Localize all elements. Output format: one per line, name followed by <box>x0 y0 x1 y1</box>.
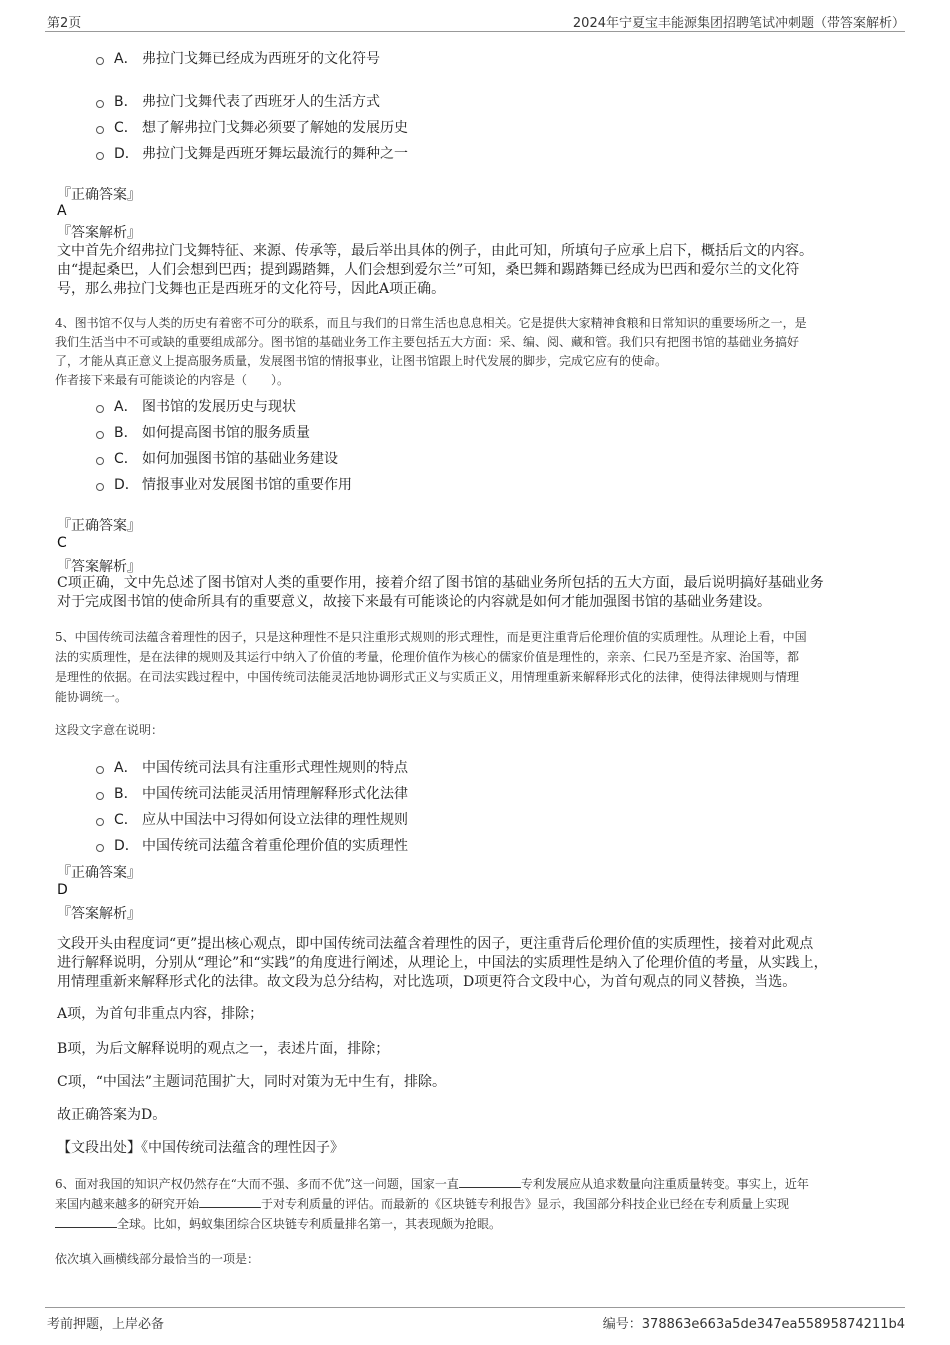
analysis-line: 号，那么弗拉门戈舞也正是西班牙的文化符号，因此A项正确。 <box>57 281 446 297</box>
q6-stem <box>55 1174 900 1234</box>
stem-line <box>55 1174 900 1194</box>
stem-prompt: 作者接下来最有可能谈论的内容是（ ）。 <box>55 373 290 387</box>
q5-option-b[interactable] <box>96 783 408 803</box>
q4-analysis-label: 『答案解析』 <box>57 559 141 575</box>
option-letter: B． <box>114 94 138 110</box>
stem-line: 法的实质理性，是在法律的规则及其运行中纳入了价值的考量，伦理价值作为核心的儒家价值是理性的，亲亲、仁民乃至是齐家、治国等，都 <box>55 650 800 664</box>
stem-text: 全球。比如，蚂蚁集团综合区块链专利质量排名第一，其表现颇为抢眼。 <box>117 1217 502 1231</box>
q5-note-b: B项，为后文解释说明的观点之一，表述片面，排除； <box>57 1041 390 1057</box>
option-text: 应从中国法中习得如何设立法律的理性规则 <box>142 812 408 828</box>
option-letter: B． <box>114 425 138 441</box>
option-letter: A． <box>114 760 138 776</box>
fill-blank <box>55 1215 117 1228</box>
source-title: 《中国传统司法蕴含的理性因子》 <box>141 1140 344 1156</box>
radio-icon[interactable] <box>96 57 104 65</box>
radio-icon[interactable] <box>96 483 104 491</box>
analysis-line: C项正确，文中先总述了图书馆对人类的重要作用，接着介绍了图书馆的基础业务所包括的五大方面，最后说明搞好基础业务 <box>57 575 824 591</box>
q6-prompt: 依次填入画横线部分最恰当的一项是： <box>55 1252 260 1266</box>
q3-answer: A <box>57 203 67 219</box>
q5-answer: D <box>57 882 68 898</box>
q4-option-c[interactable] <box>96 448 338 468</box>
radio-icon[interactable] <box>96 818 104 826</box>
option-letter: C． <box>114 451 138 467</box>
analysis-line: 对于完成图书馆的使命所具有的重要意义，故接下来最有可能谈论的内容就是如何才能加强图书馆的基础业务建设。 <box>57 594 771 610</box>
q3-analysis <box>57 242 897 299</box>
q4-answer-label: 『正确答案』 <box>57 518 141 534</box>
analysis-line: 用情理重新来解释形式化的法律。故文段为总分结构，对比选项，D项更符合文段中心，为首句观点的同义替换，当选。 <box>57 974 797 990</box>
fill-blank <box>199 1195 261 1208</box>
stem-line: 能协调统一。 <box>55 690 128 704</box>
stem-line: 4、图书馆不仅与人类的历史有着密不可分的联系，而且与我们的日常生活也息息相关。它是提供大家精神食粮和日常知识的重要场所之一，是 <box>55 316 807 330</box>
radio-icon[interactable] <box>96 844 104 852</box>
option-text: 图书馆的发展历史与现状 <box>142 399 296 415</box>
q5-source <box>57 1139 897 1158</box>
option-text: 情报事业对发展图书馆的重要作用 <box>142 477 352 493</box>
stem-line: 5、中国传统司法蕴含着理性的因子，只是这种理性不是只注重形式规则的形式理性，而是更注重背后伦理价值的实质理性。从理论上看，中国 <box>55 630 807 644</box>
q5-prompt: 这段文字意在说明： <box>55 723 164 737</box>
option-letter: D． <box>114 146 139 162</box>
stem-line <box>55 1214 900 1234</box>
option-text: 如何提高图书馆的服务质量 <box>142 425 310 441</box>
source-label: 【文段出处】 <box>57 1140 141 1156</box>
analysis-line: 文中首先介绍弗拉门戈舞特征、来源、传承等，最后举出具体的例子，由此可知，所填句子应承上启下，概括后文的内容。 <box>57 243 813 259</box>
code-value: 378863e663a5de347ea55895874211b4 <box>641 1317 905 1332</box>
option-text: 中国传统司法能灵活用情理解释形式化法律 <box>142 786 408 802</box>
q4-analysis <box>57 574 897 612</box>
stem-line: 是理性的依据。在司法实践过程中，中国传统司法能灵活地协调形式正义与实质正义，用情理重新来解释形式化的法律，使得法律规则与情理 <box>55 670 800 684</box>
q5-analysis-label: 『答案解析』 <box>57 906 141 922</box>
option-letter: D． <box>114 838 139 854</box>
q5-option-d[interactable] <box>96 835 408 855</box>
analysis-line: 由“提起桑巴，人们会想到巴西；提到踢踏舞，人们会想到爱尔兰”可知，桑巴舞和踢踏舞已经成为巴西和爱尔兰的文化符 <box>57 262 800 278</box>
q3-option-b[interactable] <box>96 91 380 111</box>
option-letter: C． <box>114 812 138 828</box>
option-letter: B． <box>114 786 138 802</box>
q3-option-d[interactable] <box>96 143 408 163</box>
document-code <box>603 1313 905 1332</box>
option-text: 弗拉门戈舞代表了西班牙人的生活方式 <box>142 94 380 110</box>
page-number: 第2页 <box>47 16 82 31</box>
option-text: 弗拉门戈舞是西班牙舞坛最流行的舞种之一 <box>142 146 408 162</box>
radio-icon[interactable] <box>96 126 104 134</box>
q5-analysis <box>57 935 897 992</box>
fill-blank <box>459 1175 521 1188</box>
footer-divider <box>45 1307 905 1308</box>
radio-icon[interactable] <box>96 766 104 774</box>
stem-line <box>55 1194 900 1214</box>
radio-icon[interactable] <box>96 431 104 439</box>
radio-icon[interactable] <box>96 792 104 800</box>
stem-text: 于对专利质量的评估。而最新的《区块链专利报告》显示，我国部分科技企业已经在专利质量上实现 <box>261 1197 790 1211</box>
option-text: 如何加强图书馆的基础业务建设 <box>142 451 338 467</box>
header-divider <box>45 31 905 32</box>
radio-icon[interactable] <box>96 457 104 465</box>
option-letter: D． <box>114 477 139 493</box>
q5-option-c[interactable] <box>96 809 408 829</box>
code-label: 编号： <box>602 1317 642 1332</box>
q3-analysis-label: 『答案解析』 <box>57 225 141 241</box>
stem-text: 专利发展应从追求数量向注重质量转变。事实上，近年 <box>520 1177 809 1191</box>
option-letter: A． <box>114 399 138 415</box>
q5-note-c: C项，“中国法”主题词范围扩大，同时对策为无中生有，排除。 <box>57 1074 447 1090</box>
q5-final-answer: 故正确答案为D。 <box>57 1107 167 1123</box>
q4-answer: C <box>57 535 67 551</box>
footer-slogan: 考前押题，上岸必备 <box>47 1317 165 1332</box>
option-text: 中国传统司法具有注重形式理性规则的特点 <box>142 760 408 776</box>
q4-stem <box>55 314 900 390</box>
analysis-line: 进行解释说明，分别从“理论”和“实践”的角度进行阐述，从理论上，中国法的实质理性是纳入了伦理价值的考量，从实践上， <box>57 955 828 971</box>
stem-text: 6、面对我国的知识产权仍然存在“大而不强、多而不优”这一问题，国家一直 <box>55 1177 459 1191</box>
q3-option-c[interactable] <box>96 117 408 137</box>
radio-icon[interactable] <box>96 100 104 108</box>
q4-option-d[interactable] <box>96 474 352 494</box>
q5-answer-label: 『正确答案』 <box>57 865 141 881</box>
analysis-line: 文段开头由程度词“更”提出核心观点，即中国传统司法蕴含着理性的因子，更注重背后伦理价值的实质理性，接着对此观点 <box>57 936 814 952</box>
radio-icon[interactable] <box>96 405 104 413</box>
q5-option-a[interactable] <box>96 757 408 777</box>
stem-line: 了，才能从真正意义上提高服务质量，发展图书馆的情报事业，让图书馆跟上时代发展的脚步，完成它应有的使命。 <box>55 354 668 368</box>
stem-text: 来国内越来越多的研究开始 <box>55 1197 200 1211</box>
radio-icon[interactable] <box>96 152 104 160</box>
document-title: 2024年宁夏宝丰能源集团招聘笔试冲刺题（带答案解析） <box>572 16 905 31</box>
q4-option-b[interactable] <box>96 422 310 442</box>
q5-note-a: A项，为首句非重点内容，排除； <box>57 1006 264 1022</box>
q3-option-a[interactable] <box>96 48 380 68</box>
option-letter: C． <box>114 120 138 136</box>
stem-line: 我们生活当中不可或缺的重要组成部分。图书馆的基础业务工作主要包括五大方面：采、编、阅、藏和管。我们只有把图书馆的基础业务搞好 <box>55 335 800 349</box>
q4-option-a[interactable] <box>96 396 296 416</box>
option-text: 中国传统司法蕴含着重伦理价值的实质理性 <box>142 838 408 854</box>
q5-stem <box>55 627 900 707</box>
option-letter: A． <box>114 51 138 67</box>
option-text: 想了解弗拉门戈舞必须要了解她的发展历史 <box>142 120 408 136</box>
option-text: 弗拉门戈舞已经成为西班牙的文化符号 <box>142 51 380 67</box>
q3-answer-label: 『正确答案』 <box>57 187 141 203</box>
